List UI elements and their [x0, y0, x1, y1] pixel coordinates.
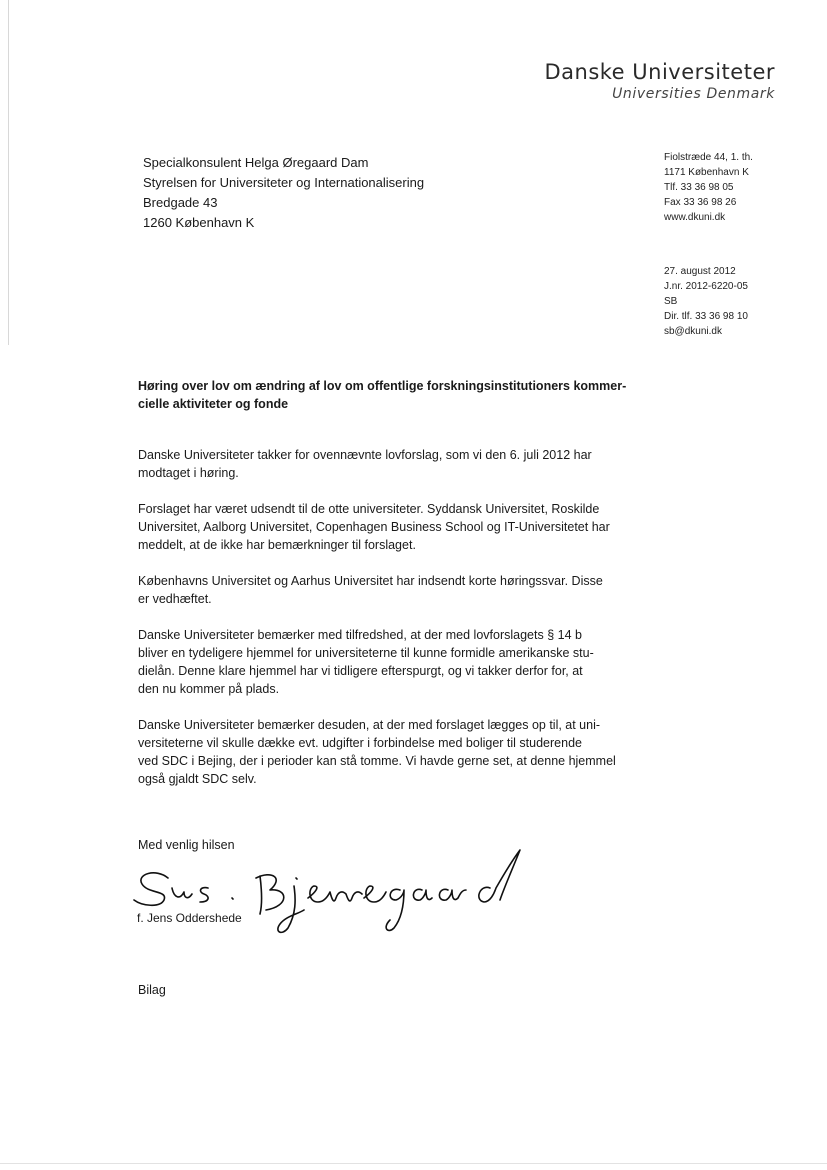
body-line: den nu kommer på plads.: [138, 682, 280, 696]
meta-initials: SB: [664, 296, 678, 307]
body-line: ved SDC i Bejing, der i perioder kan stå tomme. Vi havde gerne set, at denne hjemmel: [138, 754, 616, 768]
body-line: Forslaget har været udsendt til de otte universiteter. Syddansk Universitet, Roskilde: [138, 502, 600, 516]
meta-date: 27. august 2012: [664, 266, 736, 277]
letterhead-subtitle: Universities Denmark: [612, 86, 775, 102]
meta-email: sb@dkuni.dk: [664, 326, 722, 337]
meta-direct-phone: Dir. tlf. 33 36 98 10: [664, 311, 748, 322]
recipient-line: Specialkonsulent Helga Øregaard Dam: [143, 155, 369, 170]
letterhead: [544, 60, 775, 102]
paragraph: [138, 572, 668, 608]
paragraph: [138, 716, 668, 788]
attachment-label: Bilag: [138, 983, 166, 997]
paragraph: [138, 626, 668, 698]
body-line: meddelt, at de ikke har bemærkninger til forslaget.: [138, 538, 416, 552]
signatory-name: f. Jens Oddershede: [137, 911, 242, 925]
paragraph: [138, 446, 668, 482]
body-line: Københavns Universitet og Aarhus Universitet har indsendt korte høringssvar. Disse: [138, 574, 603, 588]
recipient-line: Styrelsen for Universiteter og Internationalisering: [143, 175, 425, 190]
subject-line: cielle aktiviteter og fonde: [138, 397, 289, 411]
body-line: er vedhæftet.: [138, 592, 212, 606]
sender-line: Fax 33 36 98 26: [664, 197, 737, 208]
scan-bottom-edge: [0, 1163, 827, 1164]
subject-line: Høring over lov om ændring af lov om offentlige forskningsinstitutioners kommer-: [138, 379, 627, 393]
sender-line: Fiolstræde 44, 1. th.: [664, 152, 753, 163]
letter-body: [138, 446, 668, 806]
meta-journal-number: J.nr. 2012-6220-05: [664, 281, 748, 292]
recipient-line: Bredgade 43: [143, 195, 218, 210]
body-line: Danske Universiteter bemærker med tilfredshed, at der med lovforslagets § 14 b: [138, 628, 582, 642]
body-line: også gjaldt SDC selv.: [138, 772, 257, 786]
body-line: bliver en tydeligere hjemmel for universiteterne til kunne formidle amerikanske stu-: [138, 646, 594, 660]
sender-line: www.dkuni.dk: [664, 212, 726, 223]
subject-heading: [138, 377, 658, 413]
paragraph: [138, 500, 668, 554]
closing: Med venlig hilsen: [138, 838, 235, 852]
body-line: Danske Universiteter bemærker desuden, at der med forslaget lægges op til, at uni-: [138, 718, 601, 732]
recipient-line: 1260 København K: [143, 215, 255, 230]
scan-edge: [8, 0, 9, 345]
body-line: dielån. Denne klare hjemmel har vi tidligere efterspurgt, og vi takker derfor for, at: [138, 664, 583, 678]
sender-address: [664, 150, 753, 225]
sender-line: Tlf. 33 36 98 05: [664, 182, 734, 193]
body-line: modtaget i høring.: [138, 466, 239, 480]
body-line: versiteterne vil skulle dække evt. udgifter i forbindelse med boliger til studerende: [138, 736, 582, 750]
letterhead-name: Danske Universiteter: [544, 60, 775, 84]
body-line: Danske Universiteter takker for ovennævnte lovforslag, som vi den 6. juli 2012 har: [138, 448, 592, 462]
letter-meta: [664, 264, 748, 339]
recipient-address: [143, 153, 424, 233]
sender-line: 1171 København K: [664, 167, 749, 178]
body-line: Universitet, Aalborg Universitet, Copenhagen Business School og IT-Universitetet har: [138, 520, 610, 534]
